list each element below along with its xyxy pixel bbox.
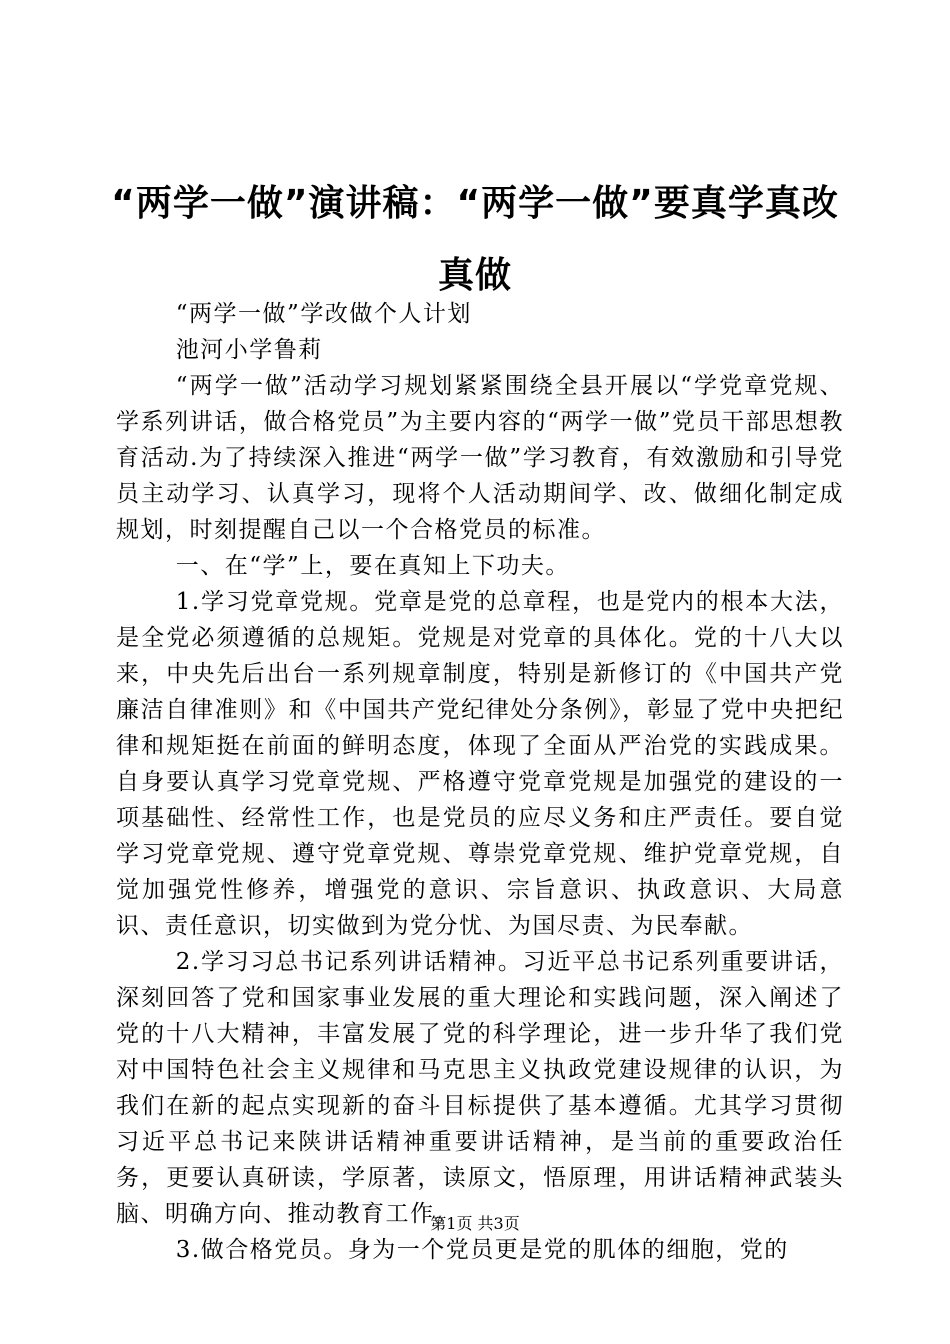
paragraph-item-1: 1.学习党章党规。党章是党的总章程，也是党内的根本大法，是全党必须遵循的总规矩。党规是对党章的具体化。党的十八大以来，中央先后出台一系列规章制度，特别是新修订的《中国共产党廉洁自律准则》和《中国共产党纪律处分条例》，彰显了党中央把纪律和规矩挺在前面的鲜明态度，体现了全面从严治党的实践成果。自身要认真学习党章党规、严格遵守党章党规是加强党的建设的一项基础性、经常性工作，也是党员的应尽义务和庄严责任。要自觉学习党章党规、遵守党章党规、尊崇党章党规、维护党章党规，自觉加强党性修养，增强党的意识、宗旨意识、执政意识、大局意识、责任意识，切实做到为党分忧、为国尽责、为民奉献。 [116, 589, 844, 939]
page-footer: 第1页 共3页 [430, 1214, 520, 1233]
paragraph-subtitle: “两学一做”学改做个人计划 [175, 301, 472, 327]
paragraph-author: 池河小学鲁莉 [175, 337, 323, 363]
document-body [116, 296, 844, 1268]
paragraph-section-heading: 一、在“学”上，要在真知上下功夫。 [175, 553, 570, 579]
paragraph-intro: “两学一做”活动学习规划紧紧围绕全县开展以“学党章党规、学系列讲话，做合格党员”为主要内容的“两学一做”党员干部思想教育活动.为了持续深入推进“两学一做”学习教育，有效激励和引导党员主动学习、认真学习，现将个人活动期间学、改、做细化制定成规划，时刻提醒自己以一个合格党员的标准。 [116, 373, 844, 543]
paragraph-item-3: 3.做合格党员。身为一个党员更是党的肌体的细胞，党的 [175, 1237, 789, 1263]
document-title: “两学一做”演讲稿：“两学一做”要真学真改真做 [111, 183, 839, 296]
paragraph-item-2: 2.学习习总书记系列讲话精神。习近平总书记系列重要讲话，深刻回答了党和国家事业发展的重大理论和实践问题，深入阐述了党的十八大精神，丰富发展了党的科学理论，进一步升华了我们党对中国特色社会主义规律和马克思主义执政党建设规律的认识，为我们在新的起点实现新的奋斗目标提供了基本遵循。尤其学习贯彻习近平总书记来陕讲话精神重要讲话精神，是当前的重要政治任务，更要认真研读，学原著，读原文，悟原理，用讲话精神武装头脑、明确方向、推动教育工作。 [116, 949, 844, 1227]
